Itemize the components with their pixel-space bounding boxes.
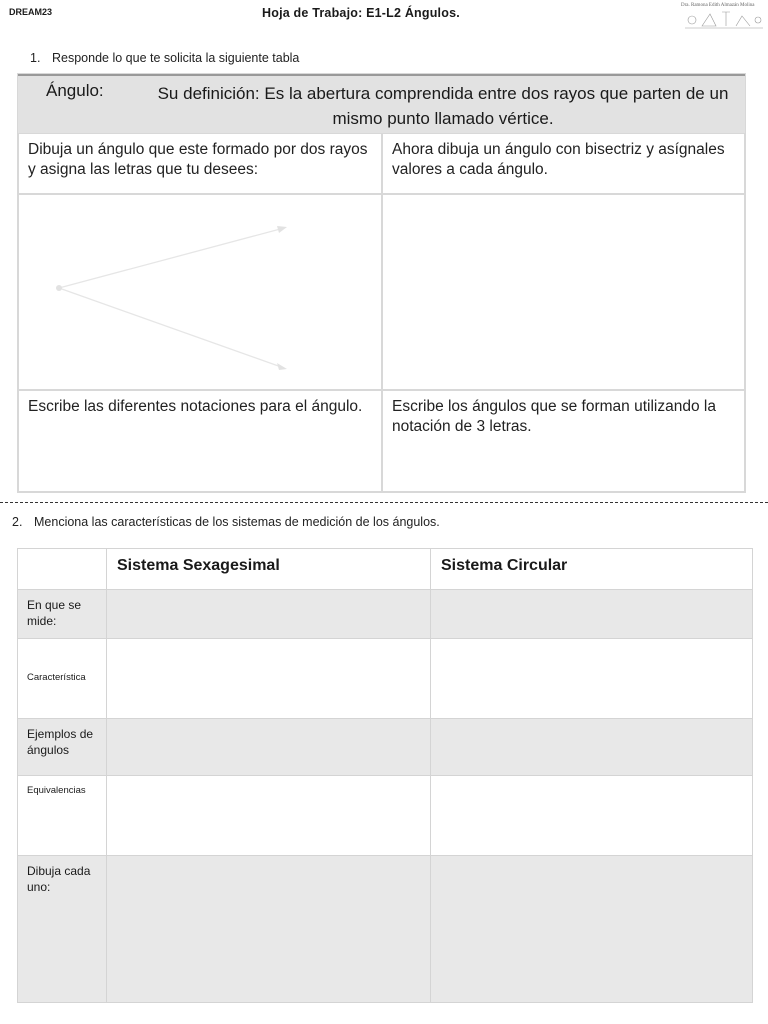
- dashed-separator: [0, 502, 768, 503]
- instruction-notations[interactable]: Escribe las diferentes notaciones para el ángulo.: [18, 390, 382, 492]
- table-row: [18, 589, 752, 638]
- ray-lower: [59, 288, 284, 368]
- question-2-text: Menciona las características de los sistemas de medición de los ángulos.: [34, 515, 440, 529]
- instruction-three-letter[interactable]: Escribe los ángulos que se forman utilizando la notación de 3 letras.: [382, 390, 745, 492]
- answer-cell[interactable]: [431, 590, 752, 638]
- row-label: Característica: [18, 639, 107, 718]
- table-row: [18, 775, 752, 855]
- row-label: Dibuja cada uno:: [18, 856, 107, 1002]
- author-logo: [680, 0, 768, 32]
- instruction-draw-angle: Dibuja un ángulo que este formado por dos rayos y asigna las letras que tu desees:: [18, 133, 382, 194]
- instruction-draw-bisector: Ahora dibuja un ángulo con bisectriz y asígnales valores a cada ángulo.: [382, 133, 745, 194]
- col-sexagesimal: Sistema Sexagesimal: [107, 549, 431, 589]
- ray-upper: [59, 228, 284, 288]
- answer-cell[interactable]: [107, 639, 431, 718]
- angle-definition-table: [17, 73, 746, 493]
- arrowhead-lower: [277, 363, 287, 370]
- question-2-number: 2.: [12, 515, 23, 529]
- answer-cell[interactable]: [431, 719, 752, 775]
- angle-definition: Su definición: Es la abertura comprendida entre dos rayos que parten de un mismo punto llamado vértice.: [157, 84, 729, 128]
- draw-angle-area[interactable]: [18, 194, 382, 390]
- table2-corner: [18, 549, 107, 589]
- answer-cell[interactable]: [431, 776, 752, 855]
- answer-cell[interactable]: [431, 856, 752, 1002]
- table-row: [18, 638, 752, 718]
- question-1: [30, 51, 299, 65]
- col-circular: Sistema Circular: [441, 557, 568, 574]
- row-label: Ejemplos de ángulos: [18, 719, 107, 775]
- table1-header: [18, 74, 745, 133]
- answer-cell[interactable]: [107, 719, 431, 775]
- vertex-point: [56, 285, 62, 291]
- answer-cell[interactable]: [107, 856, 431, 1002]
- answer-cell[interactable]: [107, 776, 431, 855]
- document-title: Hoja de Trabajo: E1-L2 Ángulos.: [262, 6, 460, 20]
- question-1-number: 1.: [30, 51, 41, 65]
- table2-header-row: [18, 549, 752, 589]
- document-code: DREAM23: [9, 7, 53, 17]
- table-row: [18, 855, 752, 1002]
- answer-cell[interactable]: [107, 590, 431, 638]
- arrowhead-upper: [277, 226, 287, 233]
- draw-bisector-area[interactable]: [382, 194, 745, 390]
- row-label: Equivalencias: [18, 776, 107, 855]
- row-label: En que se mide:: [18, 590, 107, 638]
- logo-text: Dra. Ramona Edith Almazán Molina: [681, 3, 755, 8]
- question-2: [12, 515, 440, 529]
- question-1-text: Responde lo que te solicita la siguiente tabla: [52, 51, 300, 65]
- table-row: [18, 718, 752, 775]
- measurement-systems-table: [17, 548, 753, 1003]
- answer-cell[interactable]: [431, 639, 752, 718]
- angle-label: Ángulo:: [46, 81, 104, 100]
- angle-drawing: [19, 195, 381, 389]
